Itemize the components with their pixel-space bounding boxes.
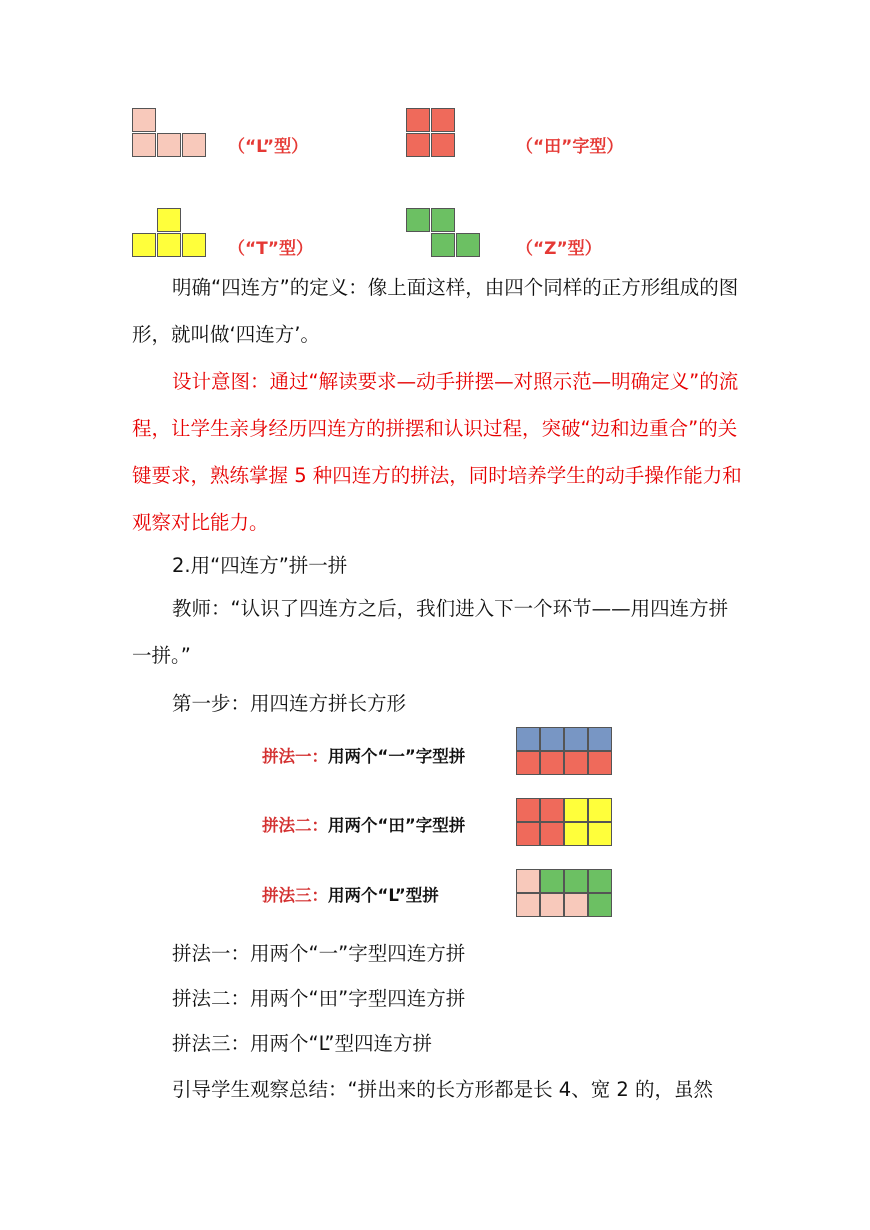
step1-heading: 第一步：用四连方拼长方形 — [172, 692, 407, 715]
design-intent-paragraph: 设计意图：通过“解读要求—动手拼摆—对照示范—明确定义”的流程，让学生亲身经历四连方的拼摆和认识过程，突破“边和边重合”的关键要求，熟练掌握 5 种四连方的拼法，同时培养学生的动手操作能力和观察对比能力。 — [132, 370, 742, 534]
l-shape-label: （“L”型） — [228, 137, 309, 157]
definition-paragraph: 明确“四连方”的定义：像上面这样，由四个同样的正方形组成的图形，就叫做‘四连方’。 — [132, 276, 739, 346]
tian-shape-label: （“田”字型） — [516, 137, 624, 157]
t-shape-label: （“T”型） — [228, 239, 313, 259]
method-line-2: 拼法二：用两个“田”字型四连方拼 — [172, 987, 466, 1010]
z-shape-label: （“Z”型） — [516, 239, 602, 259]
method-2-label: 拼法二：用两个“田”字型拼 — [262, 816, 466, 835]
section2-heading: 2.用“四连方”拼一拼 — [172, 554, 348, 577]
teacher-speech: 教师：“认识了四连方之后，我们进入下一个环节——用四连方拼一拼。” — [132, 597, 729, 667]
method-3-label: 拼法三：用两个“L”型拼 — [262, 886, 439, 905]
method-line-3: 拼法三：用两个“L”型四连方拼 — [172, 1032, 432, 1055]
method-1-label: 拼法一：用两个“一”字型拼 — [262, 747, 466, 766]
method-line-1: 拼法一：用两个“一”字型四连方拼 — [172, 942, 466, 965]
summary-line: 引导学生观察总结：“拼出来的长方形都是长 4、宽 2 的，虽然 — [172, 1078, 714, 1101]
